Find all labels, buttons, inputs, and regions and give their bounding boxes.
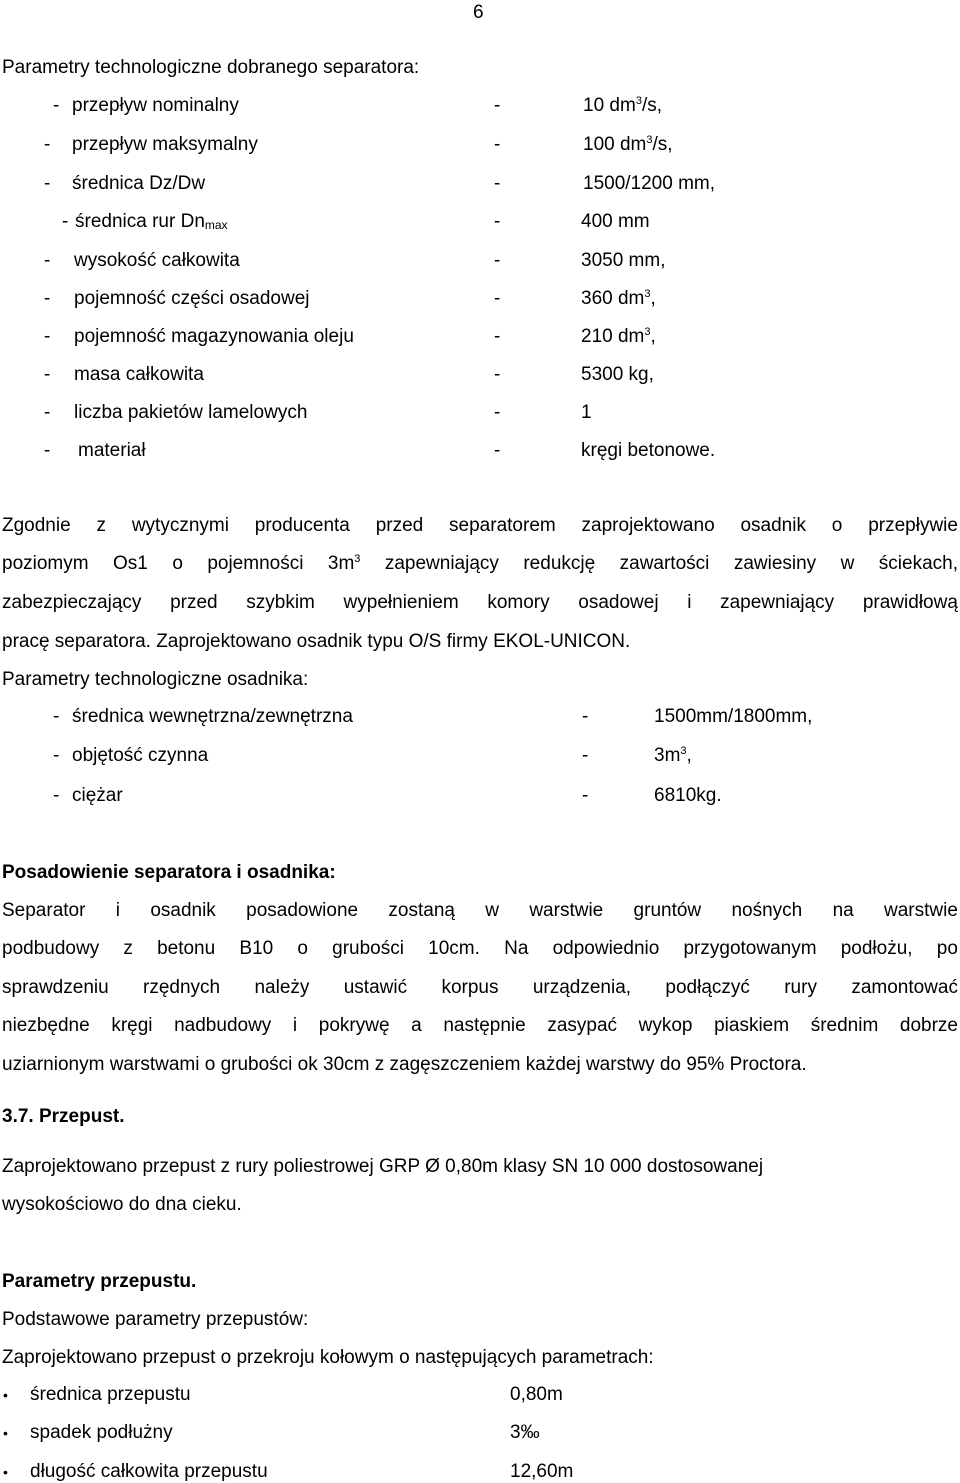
posadowienie-paragraph-line (2, 900, 958, 922)
word: separatorem (449, 515, 556, 536)
param-label: pojemność części osadowej (74, 288, 310, 309)
word: a (411, 1015, 422, 1036)
word: zaprojektowano (581, 515, 715, 536)
superscript: 3 (354, 553, 361, 565)
word: poziomym (2, 553, 89, 574)
bullet-label: średnica przepustu (30, 1384, 191, 1405)
word: rzędnych (143, 977, 221, 998)
separator-param-row (0, 364, 960, 386)
word: osadnik (740, 515, 806, 536)
param-value: 400 mm (581, 211, 650, 232)
word: Na (504, 938, 529, 959)
dash: - (494, 288, 501, 309)
word: warstwie (884, 900, 958, 921)
word: przepływie (868, 515, 958, 536)
word: zasypać (547, 1015, 618, 1036)
przepust-intro: Zaprojektowano przepust o przekroju kołowym o następujących parametrach: (2, 1347, 654, 1368)
param-label: ciężar (72, 785, 123, 806)
word: gruntów (633, 900, 702, 921)
superscript: 3 (646, 134, 653, 146)
word: nadbudowy (174, 1015, 272, 1036)
param-label: materiał (78, 440, 146, 461)
word: zostaną (388, 900, 455, 921)
bullet-label: spadek podłużny (30, 1422, 173, 1443)
osadnik-param-row (0, 785, 960, 807)
bullet-icon: • (3, 1464, 8, 1480)
word: grubości (332, 938, 404, 959)
param-value: 1500/1200 mm, (583, 173, 716, 194)
separator-param-row (0, 95, 960, 117)
superscript: 3 (644, 288, 651, 300)
osadnik-paragraph-line (2, 553, 958, 575)
separator-heading: Parametry technologiczne dobranego separatora: (2, 57, 420, 78)
separator-param-row (0, 326, 960, 348)
bullet-value: 3‰ (510, 1422, 540, 1443)
superscript: 3 (680, 745, 687, 757)
word: o (297, 938, 308, 959)
word: pojemności (207, 553, 304, 574)
word: betonu (157, 938, 216, 959)
word: $3m^3$ (327, 553, 361, 574)
dash: - (582, 745, 589, 766)
dash: - (494, 402, 501, 423)
word: z (96, 515, 106, 536)
param-value: 3050 mm, (581, 250, 666, 271)
separator-param-row (0, 440, 960, 462)
word: o (172, 553, 183, 574)
word: B10 (239, 938, 274, 959)
word: z (123, 938, 133, 959)
word: 10cm. (428, 938, 480, 959)
word: zabezpieczający (2, 592, 142, 613)
superscript: 3 (644, 326, 651, 338)
word: przed (170, 592, 218, 613)
separator-param-row (0, 288, 960, 310)
word: zapewniający (384, 553, 499, 574)
dash: - (494, 440, 501, 461)
osadnik-heading: Parametry technologiczne osadnika: (2, 669, 309, 690)
word: na (832, 900, 854, 921)
word: w (485, 900, 500, 921)
przepust-params-heading: Parametry przepustu. (2, 1271, 197, 1292)
word: komory (487, 592, 550, 613)
dash: - (494, 95, 501, 116)
param-label: przepływ maksymalny (72, 134, 258, 155)
dash: - (53, 745, 60, 766)
param-value: 6810kg. (654, 785, 722, 806)
osadnik-paragraph-last-line: pracę separatora. Zaprojektowano osadnik typu O/S firmy EKOL-UNICON. (2, 631, 631, 652)
param-label: masa całkowita (74, 364, 204, 385)
separator-param-row (0, 250, 960, 272)
param-label: średnica rur $Dn_{max}$ (75, 211, 228, 232)
dash: - (44, 402, 51, 423)
przepust-basic-params: Podstawowe parametry przepustów: (2, 1309, 309, 1330)
dash: - (44, 288, 51, 309)
posadowienie-last-line: uziarnionym warstwami o grubości ok 30cm z zagęszczeniem każdej warstwy do 95% Proctora. (2, 1054, 807, 1075)
word: niezbędne (2, 1015, 90, 1036)
dash: - (44, 173, 51, 194)
param-value: 5300 kg, (581, 364, 654, 385)
dash: - (44, 440, 51, 461)
word: następnie (443, 1015, 526, 1036)
word: warstwie (529, 900, 604, 921)
dash: - (53, 95, 60, 116)
dash: - (44, 134, 51, 155)
word: i (687, 592, 692, 613)
word: i (292, 1015, 298, 1036)
word: odpowiednio (552, 938, 660, 959)
word: po (936, 938, 958, 959)
dash: - (494, 250, 501, 271)
section-heading-przepust: 3.7. Przepust. (2, 1106, 125, 1127)
bullet-icon: • (3, 1387, 8, 1403)
dash: - (44, 364, 51, 385)
word: posadowione (246, 900, 359, 921)
word: i (115, 900, 120, 921)
word: o (831, 515, 843, 536)
word: wytycznymi (131, 515, 229, 536)
dash: - (494, 211, 501, 232)
word: ściekach, (878, 553, 958, 574)
word: podłożu, (840, 938, 913, 959)
bullet-value: 12,60m (510, 1461, 574, 1482)
word: należy (254, 977, 310, 998)
word: wypełnieniem (343, 592, 459, 613)
word: zapewniający (720, 592, 835, 613)
separator-param-row (0, 134, 960, 156)
word: sprawdzeniu (2, 977, 109, 998)
word: w (840, 553, 855, 574)
subscript: max (204, 218, 228, 232)
dash: - (582, 706, 589, 727)
dash: - (494, 326, 501, 347)
param-label: objętość czynna (72, 745, 209, 766)
bullet-label: długość całkowita przepustu (30, 1461, 268, 1482)
word: pokrywę (318, 1015, 390, 1036)
dash: - (494, 364, 501, 385)
separator-param-row (0, 211, 960, 233)
dash: - (53, 706, 60, 727)
dash: - (494, 134, 501, 155)
przepust-line-1: Zaprojektowano przepust z rury poliestrowej GRP Ø 0,80m klasy SN 10 000 dostosowanej (2, 1156, 764, 1177)
word: średnim (810, 1015, 879, 1036)
param-value: 210 $dm^3$, (581, 326, 656, 347)
word: podłączyć (665, 977, 750, 998)
word: zawartości (619, 553, 710, 574)
dash: - (62, 211, 69, 232)
word: dobrze (899, 1015, 958, 1036)
osadnik-param-row (0, 745, 960, 767)
przepust-bullet-row (0, 1384, 960, 1406)
word: kręgi (111, 1015, 153, 1036)
word: Os1 (113, 553, 148, 574)
word: podbudowy (2, 938, 100, 959)
separator-param-row (0, 173, 960, 195)
dash: - (53, 785, 60, 806)
param-label: pojemność magazynowania oleju (74, 326, 354, 347)
osadnik-param-row (0, 706, 960, 728)
posadowienie-paragraph-line (2, 1015, 958, 1037)
param-value: $3m^3$, (654, 745, 692, 766)
word: korpus (441, 977, 499, 998)
param-value: 360 $dm^3$, (581, 288, 656, 309)
param-label: średnica Dz/Dw (72, 173, 206, 194)
page-number: 6 (473, 2, 484, 23)
word: przed (375, 515, 424, 536)
dash: - (494, 173, 501, 194)
param-label: wysokość całkowita (74, 250, 240, 271)
word: prawidłową (862, 592, 958, 613)
superscript: 3 (635, 95, 642, 107)
word: ustawić (343, 977, 408, 998)
param-label: liczba pakietów lamelowych (74, 402, 308, 423)
przepust-line-2: wysokościowo do dna cieku. (2, 1194, 242, 1215)
word: Zgodnie (2, 515, 71, 536)
param-label: średnica wewnętrzna/zewnętrzna (72, 706, 353, 727)
word: piaskiem (714, 1015, 790, 1036)
param-value: 100 $dm^3/s$, (583, 134, 673, 155)
param-value: 10 $dm^3/s$, (583, 95, 662, 116)
word: urządzenia, (532, 977, 632, 998)
word: rury (784, 977, 817, 998)
word: zamontować (851, 977, 958, 998)
param-value: kręgi betonowe. (581, 440, 716, 461)
word: osadowej (578, 592, 659, 613)
param-value: 1500mm/1800mm, (654, 706, 813, 727)
osadnik-paragraph-line (2, 592, 958, 614)
word: redukcję (523, 553, 596, 574)
separator-param-row (0, 402, 960, 424)
posadowienie-heading: Posadowienie separatora i osadnika: (2, 862, 336, 883)
word: nośnych (731, 900, 803, 921)
bullet-value: 0,80m (510, 1384, 563, 1405)
osadnik-paragraph-line (2, 515, 958, 537)
word: Separator (2, 900, 86, 921)
dash: - (582, 785, 589, 806)
posadowienie-paragraph-line (2, 977, 958, 999)
param-value: 1 (581, 402, 592, 423)
word: wykop (638, 1015, 693, 1036)
word: producenta (254, 515, 350, 536)
bullet-icon: • (3, 1425, 8, 1441)
dash: - (44, 326, 51, 347)
word: szybkim (246, 592, 315, 613)
param-label: przepływ nominalny (72, 95, 239, 116)
posadowienie-paragraph-line (2, 938, 958, 960)
przepust-bullet-row (0, 1461, 960, 1483)
word: przygotowanym (683, 938, 817, 959)
przepust-bullet-row (0, 1422, 960, 1444)
word: zawiesiny (733, 553, 817, 574)
dash: - (44, 250, 51, 271)
word: osadnik (150, 900, 216, 921)
